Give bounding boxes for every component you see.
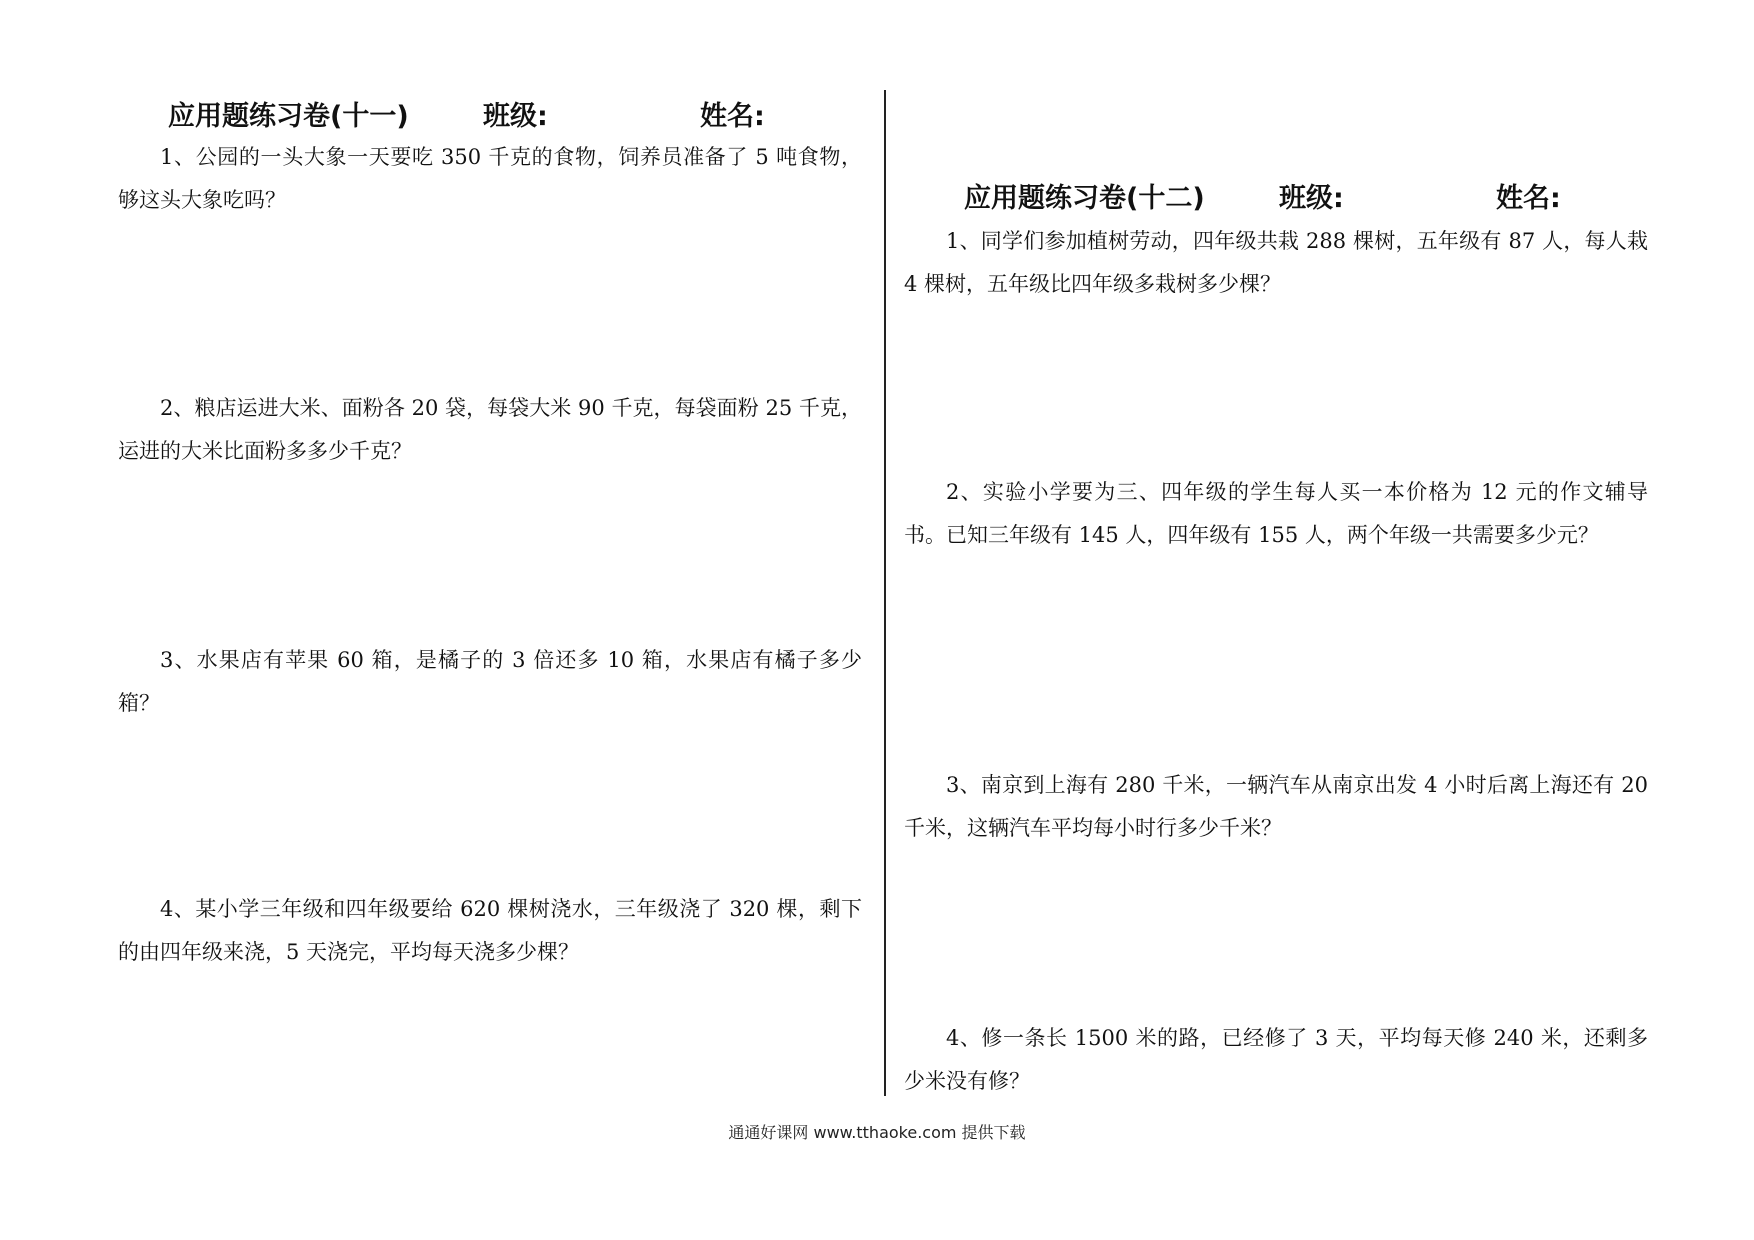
question-1: 1、公园的一头大象一天要吃 350 千克的食物，饲养员准备了 5 吨食物，够这头大象吃吗？ <box>118 145 862 212</box>
question-3: 3、水果店有苹果 60 箱，是橘子的 3 倍还多 10 箱，水果店有橘子多少箱？ <box>118 648 862 715</box>
question-2: 2、实验小学要为三、四年级的学生每人买一本价格为 12 元的作文辅导书。已知三年级有 145 人，四年级有 155 人，两个年级一共需要多少元？ <box>904 480 1648 547</box>
footer-download-note: 通通好课网 www.tthaoke.com 提供下载 <box>728 1123 1026 1142</box>
question-2: 2、粮店运进大米、面粉各 20 袋，每袋大米 90 千克，每袋面粉 25 千克，运进的大米比面粉多多少千克？ <box>118 396 862 463</box>
worksheet-title: 应用题练习卷(十一) <box>168 101 409 132</box>
question-4: 4、某小学三年级和四年级要给 620 棵树浇水，三年级浇了 320 棵，剩下的由四年级来浇，5 天浇完，平均每天浇多少棵？ <box>118 897 862 964</box>
question-4: 4、修一条长 1500 米的路，已经修了 3 天，平均每天修 240 米，还剩多少米没有修？ <box>904 1026 1648 1093</box>
column-divider <box>884 90 886 1096</box>
worksheet-title: 应用题练习卷(十二) <box>964 183 1205 214</box>
name-label: 姓名: <box>1496 183 1561 214</box>
class-label: 班级: <box>1279 183 1344 214</box>
worksheet-header <box>118 94 862 134</box>
name-label: 姓名: <box>700 101 765 132</box>
worksheet-header <box>904 176 1648 216</box>
question-1: 1、同学们参加植树劳动，四年级共栽 288 棵树，五年级有 87 人，每人栽 4 棵树，五年级比四年级多栽树多少棵？ <box>904 229 1648 296</box>
question-3: 3、南京到上海有 280 千米，一辆汽车从南京出发 4 小时后离上海还有 20 千米，这辆汽车平均每小时行多少千米？ <box>904 773 1648 840</box>
class-label: 班级: <box>483 101 548 132</box>
